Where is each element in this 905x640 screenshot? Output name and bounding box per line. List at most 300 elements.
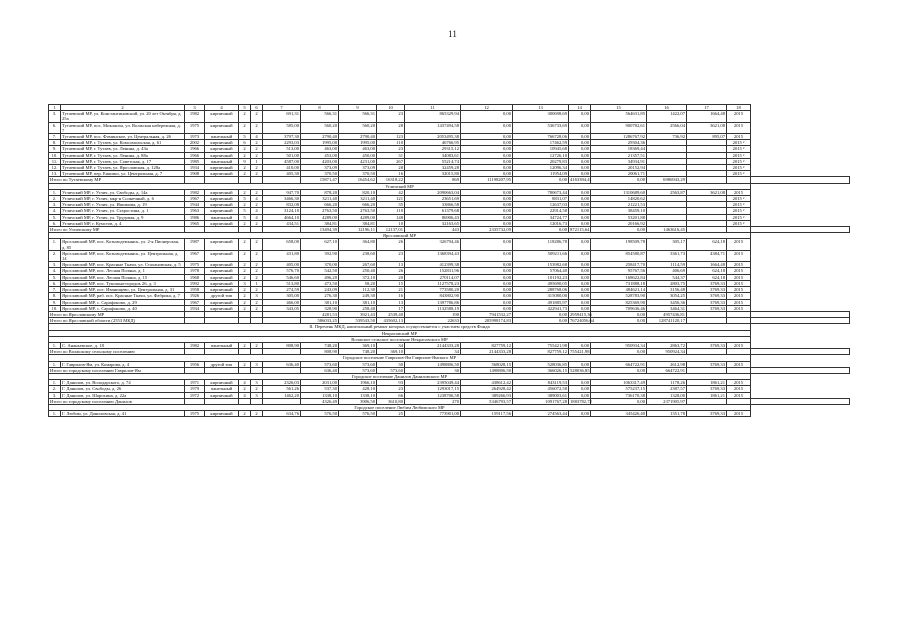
total-cell: 366026,15 (513, 367, 569, 373)
table-cell: 2015 ² (727, 140, 751, 146)
table-cell: 16 (377, 171, 405, 177)
table-cell: 34083,61 (405, 152, 461, 158)
table-cell: 258417,70 (591, 262, 647, 268)
address-cell: Угличский МР, г. Углич, ул. Ишимова, д. 19 (61, 202, 185, 208)
table-cell: 267 (377, 158, 405, 164)
table-cell: 1973 (185, 134, 205, 140)
table-cell: 576,50 (339, 411, 377, 417)
table-cell: 501,00 (263, 152, 301, 158)
total-cell: 2959415,36 (570, 311, 592, 317)
table-cell: 249,30 (339, 293, 377, 299)
table-cell: 4289,00 (339, 214, 377, 220)
table-cell: 3769,33 (687, 299, 727, 305)
table-cell: 2293,03 (263, 140, 301, 146)
table-cell: 384,81 (301, 220, 339, 226)
address-cell: Угличский МР, г. Углич, ул. Старостина, д. 1 (61, 208, 185, 214)
table-cell: 23 (377, 250, 405, 261)
table-cell: 2 (239, 293, 251, 299)
table-cell: 0,00 (569, 392, 591, 398)
total-cell: 34 (405, 349, 461, 355)
table-cell: 2 (239, 361, 251, 367)
table-cell: 2. (49, 196, 61, 202)
table-cell: 2763,50 (339, 208, 377, 214)
table-cell: 123 (377, 134, 405, 140)
table-cell: 568028,15 (461, 361, 513, 367)
table-cell: 691,31 (263, 111, 301, 122)
table-cell: 766728,06 (513, 134, 569, 140)
table-cell: 29315,12 (405, 146, 461, 152)
address-cell: Ярославский МР, пос. Козьмодемьянск, ул. Центральная, д. 14 (61, 250, 185, 261)
table-cell: 2015 ² (727, 158, 751, 164)
table-cell: 2 (239, 262, 251, 268)
table-cell: 1963 (185, 208, 205, 214)
table-cell: кирпичный (205, 262, 239, 268)
table-cell: 25 (377, 411, 405, 417)
table-cell: 0,00 (461, 152, 513, 158)
table-cell: кирпичный (205, 208, 239, 214)
table-cell: 66 (377, 392, 405, 398)
table-cell: 2 (239, 274, 251, 280)
table-cell: 546,60 (263, 274, 301, 280)
table-cell: 1975 (185, 122, 205, 133)
total-cell: 0,00 (591, 177, 647, 183)
table-cell: 5 (239, 214, 251, 220)
table-cell: 2015 (727, 411, 751, 417)
table-cell: 328,90 (301, 305, 339, 311)
address-cell: Тутаевский МР, ул. Константиновский, ул. 20 лет Октября, д. 25а (61, 111, 185, 122)
table-cell: 2 (251, 305, 263, 311)
table-cell: 243,09 (301, 287, 339, 293)
table-cell: 2563,87 (647, 189, 687, 195)
total-cell: 2335732,09 (461, 227, 513, 233)
table-cell: 3. (49, 392, 61, 398)
total-cell (751, 177, 850, 183)
table-cell: 389266,93 (461, 392, 513, 398)
table-cell: кирпичный (205, 268, 239, 274)
table-cell: 709636,46 (591, 305, 647, 311)
table-cell: 463,00 (301, 146, 339, 152)
table-cell: 23 (377, 386, 405, 392)
table-cell: 2395049,44 (405, 380, 461, 386)
table-cell: 0,00 (461, 134, 513, 140)
table-cell: 1992 (185, 280, 205, 286)
total-label: Итого по Ярославскому МР (49, 311, 185, 317)
table-cell: 34 (377, 342, 405, 348)
total-label: Итого по Ярославской области (2553 МКД) (49, 318, 185, 324)
table-cell: 755421,98 (513, 342, 569, 348)
total-label: Итого по городскому поселению Данилов (49, 398, 185, 404)
table-cell: 575237,15 (591, 386, 647, 392)
table-cell: 450,00 (339, 152, 377, 158)
table-cell: 2326,03 (263, 380, 301, 386)
table-cell: 431,80 (263, 250, 301, 261)
table-cell: 4 (251, 196, 263, 202)
section-heading: Волжское сельское поселение Некрасовского МР (49, 336, 751, 342)
table-cell: 3124,10 (263, 208, 301, 214)
table-cell: 0,00 (461, 274, 513, 280)
address-cell: Ярославский МР, с. Сарафоново, д. 40 (61, 305, 185, 311)
table-cell: 29304,36 (591, 140, 647, 146)
total-cell: 4163394,41 (570, 177, 592, 183)
table-cell: 6 (239, 140, 251, 146)
table-cell: 748,20 (301, 342, 339, 348)
table-cell: 370,50 (339, 171, 377, 177)
table-cell: 1966 (185, 146, 205, 152)
table-cell: 28 (377, 122, 405, 133)
table-cell: 1958 (185, 287, 205, 293)
table-cell: 23 (377, 111, 405, 122)
table-cell: 0,00 (461, 293, 513, 299)
table-cell: 0,00 (569, 305, 591, 311)
table-cell: 4231,00 (339, 158, 377, 164)
table-cell: 1. (49, 342, 61, 348)
table-cell: 3211,40 (339, 196, 377, 202)
table-cell: 2 (239, 342, 251, 348)
table-cell: 15 (377, 280, 405, 286)
total-cell: 1498806,50 (461, 367, 513, 373)
table-cell: 3 (239, 280, 251, 286)
table-cell: 264928,42 (461, 386, 513, 392)
table-cell: 560,20 (339, 122, 377, 133)
total-cell: 528036,85 (570, 367, 590, 373)
table-cell: 2015 ² (727, 165, 751, 171)
table-cell: 34934,91 (591, 158, 647, 164)
table-cell: 370,50 (301, 171, 339, 177)
table-cell: 2803,75 (647, 280, 687, 286)
total-cell (751, 398, 850, 404)
table-cell: 0,00 (569, 239, 591, 250)
table-cell: 3 (251, 361, 263, 367)
table-cell: 4289,00 (301, 214, 339, 220)
table-cell: 3361,73 (647, 250, 687, 261)
table-cell: 537,30 (301, 386, 339, 392)
table-cell: 0,00 (461, 287, 513, 293)
total-cell: 0,00 (591, 367, 647, 373)
column-number: 16 (647, 105, 687, 111)
table-cell: 1238706,58 (405, 392, 461, 398)
table-cell: 343,05 (263, 305, 301, 311)
table-cell: 456072,58 (513, 386, 569, 392)
table-cell: 5 (239, 208, 251, 214)
section-heading: Городское поселение Любим Любимского МР (49, 404, 751, 410)
table-cell: 10945,68 (513, 146, 569, 152)
table-cell: 1664,48 (687, 111, 727, 122)
table-cell: 1968 (185, 274, 205, 280)
table-cell: 3769,33 (687, 386, 727, 392)
table-cell: 2090663,04 (405, 189, 461, 195)
column-number: 10 (377, 105, 405, 111)
total-cell: 270 (405, 398, 461, 404)
table-cell: кирпичный (205, 140, 239, 146)
table-cell: 624,18 (687, 274, 727, 280)
total-cell: 2371905,97 (647, 398, 687, 404)
total-cell: 0,00 (513, 311, 569, 317)
table-cell: 5 (239, 134, 251, 140)
table-cell: 12726,10 (513, 152, 569, 158)
table-cell: 370,00 (301, 262, 339, 268)
table-cell: 0,00 (569, 111, 591, 122)
table-cell: 4203,00 (301, 158, 339, 164)
total-cell: 3610,80 (377, 398, 405, 404)
table-cell: 30 (377, 361, 405, 367)
table-cell: 453,00 (301, 152, 339, 158)
table-cell: 0,00 (569, 274, 591, 280)
table-cell: 1987 (185, 239, 205, 250)
table-cell: 0,00 (569, 262, 591, 268)
table-cell: 0,00 (461, 122, 513, 133)
table-cell: кирпичный (205, 202, 239, 208)
table-cell: 3769,33 (687, 361, 727, 367)
table-cell: 4384,71 (687, 250, 727, 261)
table-cell: 0,00 (569, 342, 591, 348)
table-cell: 576,50 (301, 411, 339, 417)
address-cell: Тутаевский МР, пос. Микляиха, ул. Волжская набережная, д. 7 (61, 122, 185, 133)
table-cell: 12. (49, 165, 61, 171)
table-cell: 564631,85 (591, 111, 647, 122)
table-cell: 8. (49, 140, 61, 146)
table-row (49, 111, 850, 122)
column-number: 1 (49, 105, 61, 111)
table-cell: 11954,09 (513, 171, 569, 177)
total-cell: 3921,43 (339, 311, 377, 317)
table-cell: 42 (377, 189, 405, 195)
table-cell: 832,08 (263, 202, 301, 208)
table-cell: 1956 (185, 361, 205, 367)
column-number: 9 (339, 105, 377, 111)
table-cell: 2015 (727, 250, 751, 261)
table-cell: 1979 (185, 386, 205, 392)
address-cell: Ярославский МР, раб. пос. Красные Ткачи, ул. Фабрика, д. 7 (61, 293, 185, 299)
total-label: Итого по Волжскому сельскому поселению (49, 349, 185, 355)
table-cell: кирпичный (205, 165, 239, 171)
table-cell: кирпичный (205, 250, 239, 261)
page-number: 11 (448, 29, 457, 39)
table-cell: 35 (377, 202, 405, 208)
table-cell: 2015 (727, 287, 751, 293)
table-cell: 1986 (185, 214, 205, 220)
table-cell: 0,00 (461, 250, 513, 261)
table-cell: 61379,68 (405, 208, 461, 214)
table-cell: 1995,00 (301, 140, 339, 146)
column-number: 4 (205, 105, 239, 111)
table-cell: 152831,96 (405, 268, 461, 274)
total-cell: 15871,47 (301, 177, 339, 183)
table-cell: кирпичный (205, 239, 239, 250)
total-cell: 76724056,64 (570, 318, 595, 324)
address-cell: Тутаевский МР, г. Тутаев, ул. Комсомольская, д. 61 (61, 140, 185, 146)
table-cell: 2 (239, 287, 251, 293)
table-cell: 381,10 (301, 299, 339, 305)
address-cell: Г. Гаврилов-Ям, ул. Комарова, д. 4 (61, 361, 185, 367)
table-cell: 1861,21 (687, 392, 727, 398)
table-cell: 2015 (727, 134, 751, 140)
table-cell: 258,40 (339, 305, 377, 311)
table-cell: 7. (49, 134, 61, 140)
table-cell: 2 (239, 250, 251, 261)
table-cell: 392,90 (301, 250, 339, 261)
table-cell: 0,00 (461, 196, 513, 202)
table-cell: 666,20 (301, 202, 339, 208)
table-cell: 305,00 (263, 293, 301, 299)
total-label: Итого по городскому поселению Гаврилов-Ям (49, 367, 185, 373)
column-number: 12 (461, 105, 513, 111)
table-cell: 12096,34 (513, 165, 569, 171)
table-cell: 4. (49, 208, 61, 214)
table-cell: 0,00 (569, 165, 591, 171)
table-cell: 495690,05 (513, 280, 569, 286)
table-cell: 4. (49, 268, 61, 274)
table-cell: 2015 (727, 268, 751, 274)
table-cell: 3797,30 (263, 134, 301, 140)
table-cell: 55214,74 (405, 158, 461, 164)
table-cell: кирпичный (205, 122, 239, 133)
address-cell: Угличский МР, г. Углич, ул. Трудовая, д. 9 (61, 214, 185, 220)
total-cell: 128741120,17 (647, 318, 687, 324)
table-cell: 2 (239, 111, 251, 122)
total-cell: 827759,12 (513, 349, 569, 355)
table-cell: 4 (239, 392, 251, 398)
total-cell: 6986943,29 (647, 177, 687, 183)
table-cell: 57064,40 (513, 268, 569, 274)
table-cell: 2015 (727, 299, 751, 305)
table-cell: 32015,80 (405, 171, 461, 177)
table-cell: 843119,53 (513, 380, 569, 386)
table-cell: 2015 (727, 262, 751, 268)
table-cell: 865329,94 (405, 111, 461, 122)
table-cell: 825369,90 (591, 299, 647, 305)
total-cell: 30 (405, 367, 461, 373)
total-cell: 2539,40 (377, 311, 405, 317)
total-cell: 1463616,45 (647, 227, 687, 233)
table-cell: 2 (239, 305, 251, 311)
table-cell: 1908 (185, 171, 205, 177)
section-heading: Городское поселение Гаврилов-Ям Гаврилов-Ямского МР (49, 355, 751, 361)
table-cell: 0,00 (569, 196, 591, 202)
table-cell: 0,00 (569, 287, 591, 293)
total-cell: 4957436,81 (647, 311, 687, 317)
table-cell: 3769,33 (687, 305, 727, 311)
table-cell: 1982 (185, 189, 205, 195)
total-cell (751, 349, 850, 355)
table-cell: 0,00 (569, 280, 591, 286)
table-cell: 4664,10 (263, 214, 301, 220)
total-cell: 869 (405, 177, 461, 183)
column-number: 17 (687, 105, 727, 111)
table-cell: 2031,00 (301, 380, 339, 386)
table-cell: другой тип (205, 293, 239, 299)
table-cell: 827759,12 (461, 342, 513, 348)
table-cell: 576,70 (263, 268, 301, 274)
table-cell: 1127578,23 (405, 280, 461, 286)
table-cell: 274,59 (263, 287, 301, 293)
table-cell: 0,00 (461, 239, 513, 250)
table-cell: 0,00 (461, 146, 513, 152)
table-cell: 405,30 (263, 171, 301, 177)
table-cell: 2 (251, 411, 263, 417)
table-cell: 0,00 (461, 165, 513, 171)
total-cell: 0,00 (513, 318, 569, 324)
total-cell: 0,00 (591, 318, 647, 324)
table-cell: 2790,40 (339, 134, 377, 140)
table-cell: 0,00 (569, 220, 591, 226)
table-cell: 270114,07 (405, 274, 461, 280)
table-cell: 658,00 (263, 239, 301, 250)
table-cell: 0,00 (461, 208, 513, 214)
table-cell: 288768,06 (513, 287, 569, 293)
table-cell: 3456,36 (647, 299, 687, 305)
table-cell: 2 (239, 189, 251, 195)
address-cell: Ярославский МР, пос. Иванищево, ул. Центральная, д. 31 (61, 287, 185, 293)
table-cell: панельный (205, 214, 239, 220)
table-cell: 159117,56 (461, 411, 513, 417)
column-number: 2 (61, 105, 185, 111)
table-cell: 0,00 (461, 268, 513, 274)
table-cell: 3156,48 (647, 287, 687, 293)
table-cell: кирпичный (205, 380, 239, 386)
table-cell: 2 (251, 152, 263, 158)
table-cell: 0,00 (461, 262, 513, 268)
table-cell: 1966 (185, 152, 205, 158)
table-cell: 2790,40 (301, 134, 339, 140)
table-cell: 13 (377, 262, 405, 268)
total-cell (751, 318, 850, 324)
register-table-body (49, 105, 850, 417)
table-cell: 381,10 (339, 299, 377, 305)
total-cell: 0,00 (513, 177, 569, 183)
total-cell: 2144333,28 (461, 349, 513, 355)
table-cell: 389003,61 (513, 392, 569, 398)
total-cell: 1091767,28 (513, 398, 569, 404)
table-cell: 0,00 (569, 411, 591, 417)
table-cell: 410,00 (263, 165, 301, 171)
table-cell: 3211,40 (301, 196, 339, 202)
table-cell: 1967 (185, 196, 205, 202)
table-cell: 2 (239, 411, 251, 417)
table-row (49, 239, 850, 250)
table-cell: 2144333,28 (405, 342, 461, 348)
table-row (49, 250, 850, 261)
table-cell: 2015 ² (727, 171, 751, 177)
table-cell: 2 (251, 386, 263, 392)
table-cell: 0,00 (569, 293, 591, 299)
total-cell: 369,10 (377, 349, 405, 355)
table-cell: 1965 (185, 220, 205, 226)
table-cell: 0,00 (461, 299, 513, 305)
table-cell: 2015 (727, 274, 751, 280)
address-cell: Ярославский МР, пос. Лесная Поляна, д. 15 (61, 274, 185, 280)
table-cell: 1664,48 (687, 262, 727, 268)
table-cell: 18369,44 (591, 146, 647, 152)
table-cell: 1462,20 (263, 392, 301, 398)
table-cell: 2 (251, 220, 263, 226)
table-cell: 4 (251, 214, 263, 220)
table-cell: 2. (49, 386, 61, 392)
table-cell: 2 (251, 274, 263, 280)
table-cell: кирпичный (205, 305, 239, 311)
table-cell: 0,00 (461, 305, 513, 311)
table-cell: 3. (49, 111, 61, 122)
column-number: 18 (727, 105, 751, 111)
table-cell: панельный (205, 134, 239, 140)
table-cell: 2. (49, 250, 61, 261)
table-cell: 573,60 (339, 361, 377, 367)
table-cell: 1132588,19 (405, 305, 461, 311)
table-cell: 168622,84 (591, 274, 647, 280)
table-cell: 14820,62 (591, 196, 647, 202)
table-cell: 1. (49, 380, 61, 386)
table-cell: 542,50 (301, 268, 339, 274)
table-cell: 1. (49, 189, 61, 195)
